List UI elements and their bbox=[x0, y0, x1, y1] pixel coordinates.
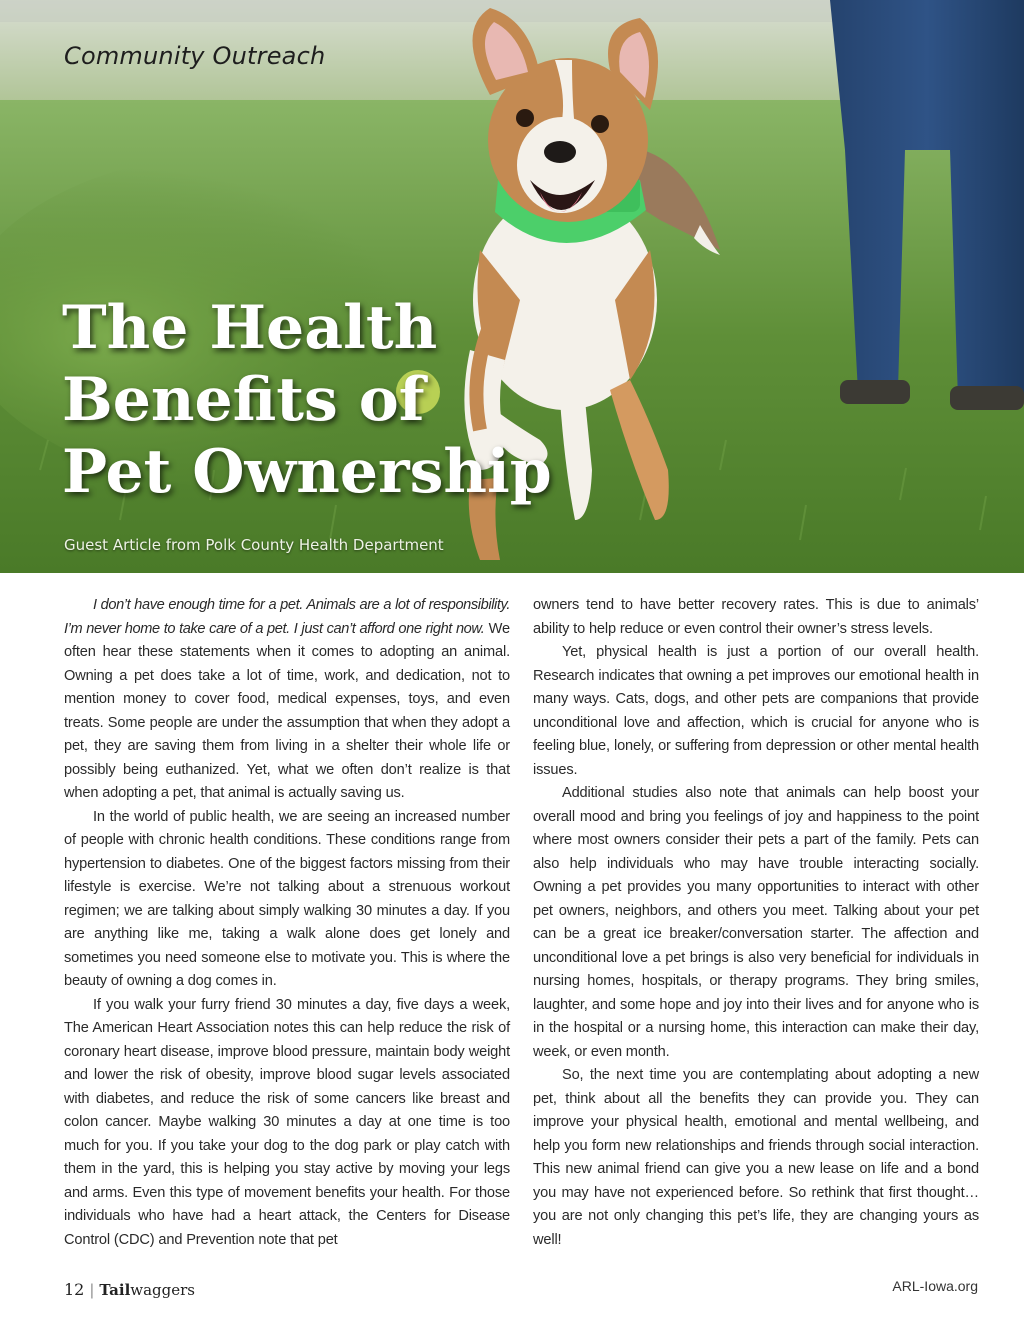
article-paragraph bbox=[64, 594, 510, 806]
article-paragraph: So, the next time you are contemplating about adopting a new pet, think about all the benefits they can provide you. They can improve your physical health, emotional and mental wellbeing, and help you form new relationships and friends through social interaction. This new animal friend can give you a new lease on life and a bond you may have not experienced before. So rethink that first thought…you are not only changing this pet’s life, they are changing yours as well! bbox=[533, 1067, 979, 1248]
section-label: Community Outreach bbox=[64, 42, 326, 70]
publication-name-bold: Tail bbox=[99, 1281, 131, 1299]
article-column-right bbox=[533, 594, 979, 1252]
page-footer bbox=[64, 1280, 195, 1299]
publication-name: waggers bbox=[130, 1281, 195, 1299]
footer-separator: | bbox=[89, 1281, 95, 1299]
hero-photo bbox=[0, 0, 1024, 573]
article-paragraph: If you walk your furry friend 30 minutes a day, five days a week, The American Heart Association notes this can help reduce the risk of coronary heart disease, improve blood pressure, maintain body weight and lower the risk of obesity, improve blood sugar levels associated with diabetes, and reduce the risk of some cancers like breast and colon cancer. Maybe walking 30 minutes a day at one time is too much for you. If you take your dog to the dog park or play catch with them in the yard, this is helping you stay active by moving your legs and arms. Even this type of movement benefits your health. For those individuals who have had a heart attack, the Centers for Disease Control (CDC) and Prevention note that pet bbox=[64, 996, 510, 1248]
article-paragraph: In the world of public health, we are seeing an increased number of people with chronic health conditions. These conditions range from hypertension to diabetes. One of the biggest factors missing from their lifestyle is exercise. We’re not talking about a strenuous workout regimen; we are talking about simply walking 30 minutes a day. If you are anything like me, taking a walk alone does get lonely and sometimes you need someone else to motivate you. This is where the beauty of owning a dog comes in. bbox=[64, 808, 510, 989]
title-line: The Health bbox=[62, 293, 438, 363]
article-column-left bbox=[64, 594, 510, 1252]
lead-text: We often hear these statements when it comes to adopting an animal. Owning a pet does take a lot of time, work, and dedication, not to mention money to cover food, medical expenses, toys, and even treats. Some people are under the assumption that when they adopt a pet, they are saving them from living in a shelter their whole life or possibly being euthanized. Yet, what we often don’t realize is that when adopting a pet, that animal is actually saving us. bbox=[64, 620, 511, 801]
article-paragraph: Additional studies also note that animals can help boost your overall mood and bring you feelings of joy and happiness to the point where most owners consider their pets a part of the family. Pets can also help individuals who may have trouble interacting socially. Owning a pet provides you many opportunities to interact with other pet owners, neighbors, and others you meet. Talking about your pet can be a great ice breaker/conversation starter. The affection and unconditional love a pet brings is also very beneficial for individuals in nursing homes, hospitals, or therapy programs. They bring smiles, laughter, and some hope and joy into their lives and for anyone who is in the hospital or a nursing home, this interaction can make their day, week, or even month. bbox=[533, 785, 979, 1060]
article-title bbox=[62, 292, 662, 508]
title-line: Benefits of bbox=[62, 365, 425, 435]
page-number: 12 bbox=[64, 1280, 85, 1299]
article-paragraph: Yet, physical health is just a portion of our overall health. Research indicates that owning a pet improves our emotional health in many ways. Cats, dogs, and other pets are companions that provide unconditional love and affection, which is crucial for anyone who is feeling blue, lonely, or suffering from depression or other mental health issues. bbox=[533, 644, 979, 778]
website-url: ARL-Iowa.org bbox=[892, 1278, 978, 1294]
lead-quote: I don’t have enough time for a pet. Animals are a lot of responsibility. I’m never home to take care of a pet. I just can’t afford one right now. bbox=[64, 597, 510, 637]
title-line: Pet Ownership bbox=[62, 437, 552, 507]
byline: Guest Article from Polk County Health Department bbox=[64, 536, 444, 554]
article-paragraph: owners tend to have better recovery rates. This is due to animals’ ability to help reduce or even control their owner’s stress levels. bbox=[533, 597, 979, 637]
